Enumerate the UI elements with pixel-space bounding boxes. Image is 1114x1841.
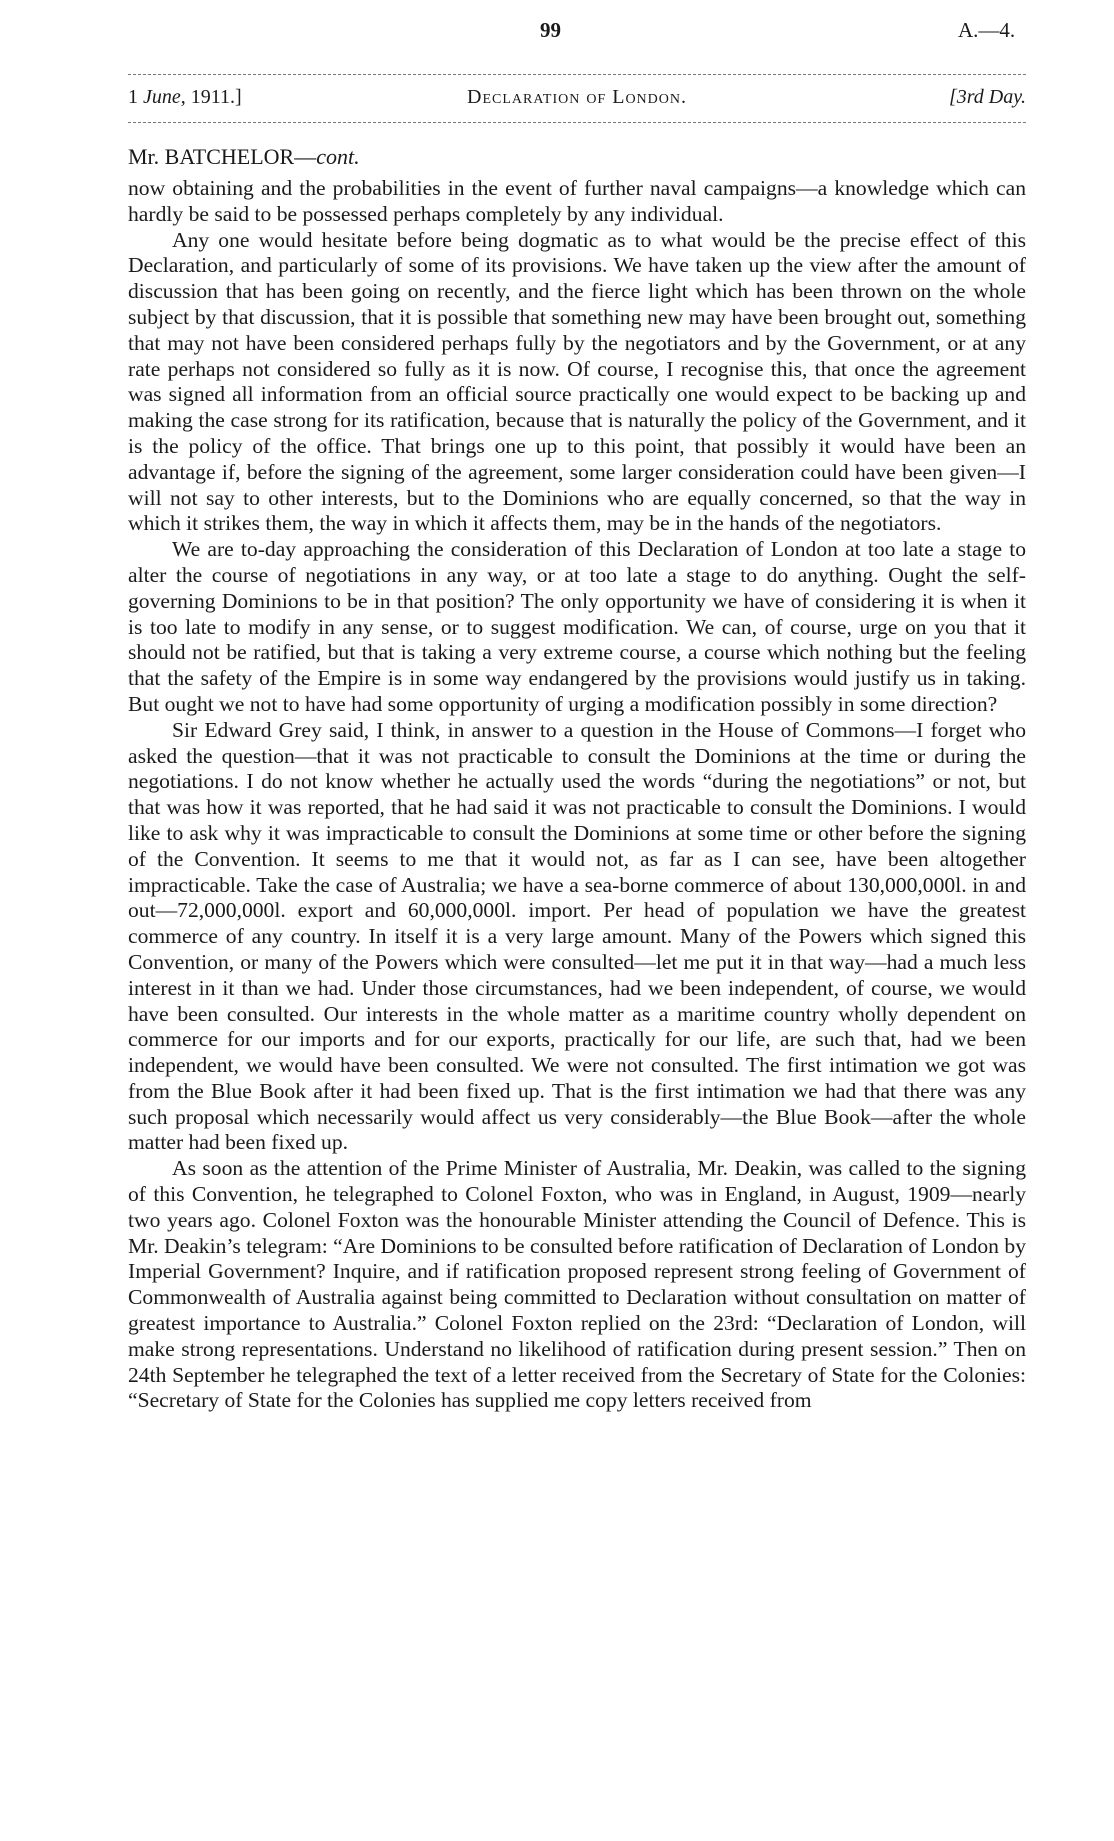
body-text bbox=[128, 176, 1026, 1414]
header-rule-bottom bbox=[128, 122, 1026, 123]
header-day: [3rd Day. bbox=[948, 86, 1026, 108]
page-number: 99 bbox=[540, 18, 561, 42]
header-date-day: 1 bbox=[128, 86, 138, 108]
header-title: Declaration of London. bbox=[467, 86, 687, 108]
paragraph: We are to-day approaching the consideration of this Declaration of London at too late a stage to alter the course of negotiations in any way, or at too late a stage to do anything. Ought the self-governing Dominions to be in that position? The only opportunity we have of considering it is when it is too late to modify in any sense, or to suggest modification. We can, of course, urge on you that it should not be ratified, but that is taking a very extreme course, a course which nothing but the feeling that the safety of the Empire is in some way endangered by the provisions would justify us in taking. But ought we not to have had some opportunity of urging a modification possibly in some direction? bbox=[128, 537, 1026, 716]
header-date-month: June bbox=[143, 86, 181, 108]
document-reference: A.—4. bbox=[958, 18, 1016, 42]
speaker-heading bbox=[128, 144, 360, 170]
running-head bbox=[128, 86, 1026, 116]
paragraph: now obtaining and the probabilities in the event of further naval campaigns—a knowledge which can hardly be said to be possessed perhaps completely by any individual. bbox=[128, 176, 1026, 226]
paragraph: As soon as the attention of the Prime Minister of Australia, Mr. Deakin, was called to the signing of this Convention, he telegraphed to Colonel Foxton, who was in England, in August, 1909—nearly two years ago. Colonel Foxton was the honourable Minister attending the Council of Defence. This is Mr. Deakin’s telegram: “Are Dominions to be consulted before ratification of Declaration of London by Imperial Government? Inquire, and if ratification proposed represent strong feeling of Government of Commonwealth of Australia against being committed to Declaration without consultation on matter of greatest importance to Australia.” Colonel Foxton replied on the 23rd: “Declaration of London, will make strong representations. Understand no likelihood of ratification during present session.” Then on 24th September he telegraphed the text of a letter received from the Secretary of State for the Colonies: “Secretary of State for the Colonies has supplied me copy letters received from bbox=[128, 1156, 1026, 1413]
speaker-name: Mr. BATCHELOR— bbox=[128, 144, 317, 169]
top-row bbox=[0, 18, 1114, 48]
header-rule-top bbox=[128, 74, 1026, 75]
paragraph: Any one would hesitate before being dogmatic as to what would be the precise effect of this Declaration, and particularly of some of its provisions. We have taken up the view after the amount of discussion that has been going on recently, and the fierce light which has been thrown on the whole subject by that discussion, that it is possible that something new may have been brought out, something that may not have been considered perhaps fully by the negotiators and by the Government, or at any rate perhaps not considered so fully as it is now. Of course, I recognise this, that once the agreement was signed all information from an official source practically one would expect to be backing up and making the case strong for its ratification, because that is naturally the policy of the Government, and it is the policy of the office. That brings one up to this point, that possibly it would have been an advantage if, before the signing of the agreement, some larger consideration could have been given—I will not say to other interests, but to the Dominions who are equally concerned, so that the way in which it strikes them, the way in which it affects them, may be in the hands of the negotiators. bbox=[128, 227, 1026, 536]
paragraph: Sir Edward Grey said, I think, in answer to a question in the House of Commons—I forget who asked the question—that it was not practicable to consult the Dominions at the time or during the negotiations. I do not know whether he actually used the words “during the negotiations” or not, but that was how it was reported, that he had said it was not practicable to consult the Dominions. I would like to ask why it was impracticable to consult the Dominions at some time or other before the signing of the Convention. It seems to me that it would not, as far as I can see, have been altogether impracticable. Take the case of Australia; we have a sea-borne commerce of about 130,000,000l. in and out—72,000,000l. export and 60,000,000l. import. Per head of population we have the greatest commerce of any country. In itself it is a very large amount. Many of the Powers which signed this Convention, or many of the Powers which were consulted—let me put it in that way—had a much less interest in it than we had. Under those circumstances, had we been independent, of course, we would have been consulted. Our interests in the whole matter as a maritime country wholly dependent on commerce for our imports and for our exports, practically for our life, are such that, had we been independent, we would have been consulted. We were not consulted. The first intimation we got was from the Blue Book after it had been fixed up. That is the first intimation we had that there was any such proposal which necessarily would affect us very considerably—the Blue Book—after the whole matter had been fixed up. bbox=[128, 717, 1026, 1155]
speaker-continued: cont. bbox=[316, 144, 360, 169]
header-date-year: , 1911.] bbox=[180, 86, 242, 108]
